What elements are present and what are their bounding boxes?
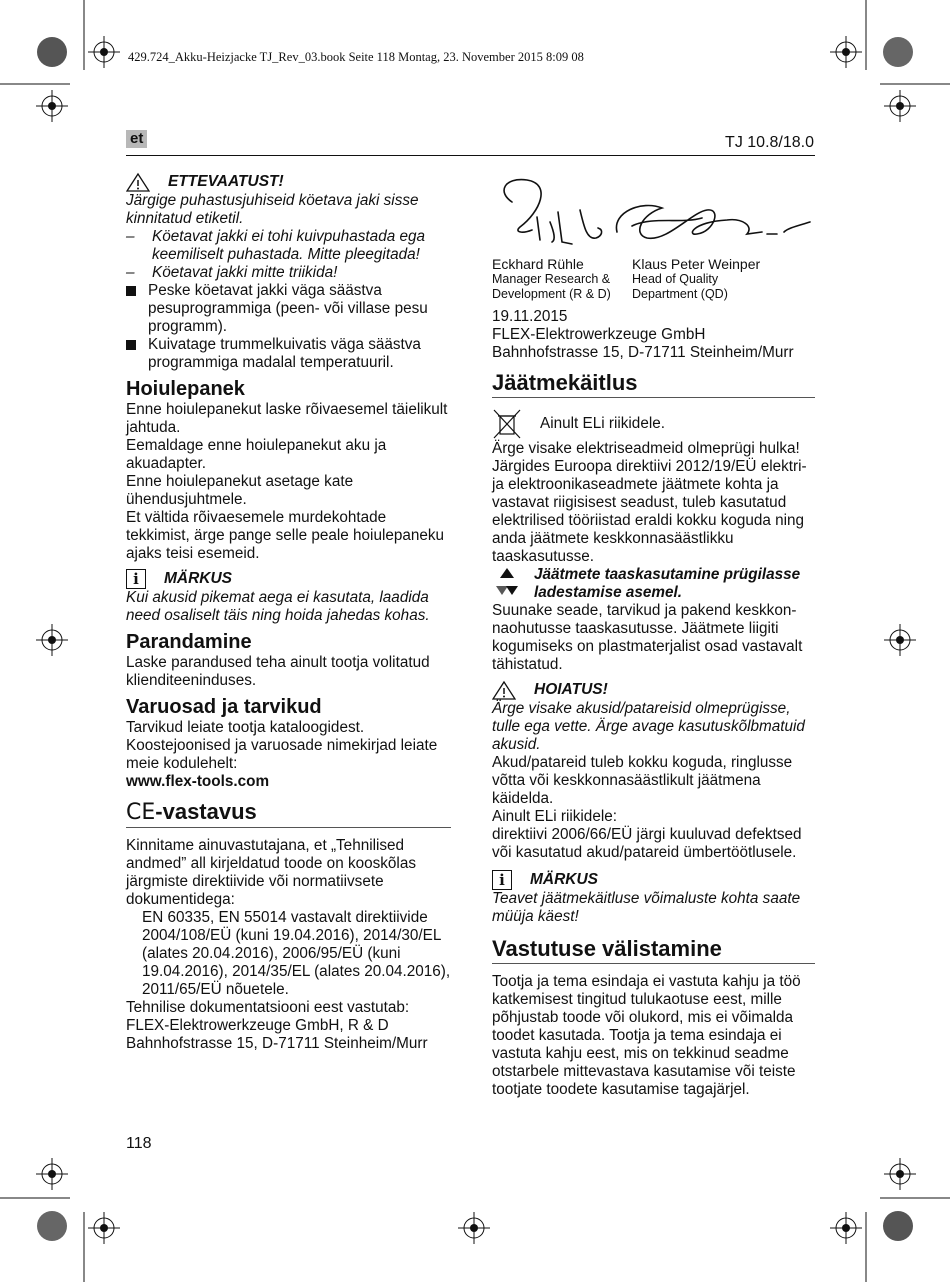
ce-docs-line: Tehnilise dokumentatsiooni eest vastutab: (126, 999, 410, 1016)
model-label: TJ 10.8/18.0 (725, 134, 814, 151)
caution-intro: Järgige puhastusjuhiseid köetava jaki sisse kinnitatud etiketil. (126, 192, 419, 227)
ce-docs-line: Bahnhofstrasse 15, D-71711 Steinheim/Murr (126, 1035, 428, 1052)
repair-text: Laske parandused teha ainult tootja volitatud klienditeeninduses. (126, 654, 430, 689)
section-title-liability: Vastutuse välistamine (492, 936, 815, 964)
caution-label-row (126, 172, 451, 192)
note-text: Kui akusid pikemat aega ei kasutata, laadida need osaliselt täis ning hoida jahedas kohas. (126, 589, 430, 624)
list-item: Kuivatage trummelkuivatis väga säästva programmiga madalal temperatuuril. (126, 336, 451, 372)
warning-triangle-icon (126, 172, 150, 192)
signatory: Eckhard Rühle Manager Research & Development (R & D) (492, 256, 611, 301)
signatures (492, 172, 815, 257)
liability-text: Tootja ja tema esindaja ei vastuta kahju ja töö katkemisest tingitud tulukaotuse eest, mille põhjustab toode või olukord, mis ei võimalda toodet kasutada. Tootja ja tema esindaja ei vastuta kahju eest, mis on tekkinud seadme otstarbele mittevastava kasutamise või teiste tootjate toodete kasutamise tagajärjel. (492, 973, 801, 1098)
website-url: www.flex-tools.com (126, 773, 270, 790)
list-item: – Köetavat jakki ei tohi kuivpuhastada ega keemiliselt puhastada. Mitte pleegitada! (126, 228, 425, 263)
disposal-text: Ärge visake elektriseadmeid olmeprügi hulka! Järgides Euroopa direktiivi 2012/19/EÜ elektri- ja elektroonikaseadmete jäätmete kohta ja vastavat riigisisest seadust, tuleb kasutatud elektrilised tööriistad eraldi kokku koguda ning anda jäätmete keskkonnasäästlikku taaskasutusse. (492, 440, 807, 565)
storage-paragraph: Et vältida rõivaesemele murdekohtade tekkimist, ärge pange selle peale hoiulepaneku ajaks teisi esemeid. (126, 509, 445, 562)
ce-docs-line: FLEX-Elektrowerkzeuge GmbH, R & D (126, 1017, 389, 1034)
left-column (126, 172, 451, 1053)
header-divider (126, 155, 815, 156)
recycle-label: Jäätmete taaskasutamine prügilasse ladestamise asemel. (534, 566, 801, 601)
note-text: Teavet jäätmekäitluse võimaluste kohta saate müüja käest! (492, 890, 801, 925)
eu-only-label: Ainult ELi riikidele. (540, 415, 665, 432)
ce-standards: EN 60335, EN 55014 vastavalt direktiivide 2004/108/EÜ (kuni 19.04.2016), 2014/30/EL (alates 20.04.2016), 2006/95/EÜ (kuni 19.04.2016), 2014/35/EL (alates 20.04.2016), 2011/65/EÜ nõuetele. (142, 909, 451, 998)
note-label-row (492, 870, 815, 890)
signatory-names (492, 257, 815, 302)
warning-label-row (492, 680, 815, 700)
bullet-square-icon (126, 340, 136, 350)
note-label: MÄRKUS (530, 871, 599, 888)
handwritten-signatures (492, 172, 815, 257)
section-title-disposal: Jäätmekäitlus (492, 370, 815, 398)
company-name: FLEX-Elektrowerkzeuge GmbH (492, 326, 706, 343)
warning-label: HOIATUS! (534, 681, 608, 698)
eu-only-label: Ainult ELi riikidele: (492, 808, 617, 825)
storage-paragraph: Eemaldage enne hoiulepanekut aku ja akuadapter. (126, 437, 387, 472)
section-title-repair: Parandamine (126, 631, 252, 653)
print-info-line: 429.724_Akku-Heizjacke TJ_Rev_03.book Seite 118 Montag, 23. November 2015 8:09 08 (128, 50, 584, 64)
recycle-text: Suunake seade, tarvikud ja pakend keskkonnaohutusse taaskasutusse. Jäätmete liigiti kogumiseks on plastmaterjalist osad vastavalt tähistatud. (492, 602, 803, 673)
signatory: Klaus Peter Weinper Head of Quality Department (QD) (632, 256, 761, 301)
warning-text: Ärge visake akusid/patareisid olmeprügisse, tulle ega vette. Ärge avage kasutuskõlbmatuid akusid. (492, 700, 805, 753)
crossed-bin-icon (492, 408, 522, 440)
spares-text: Tarvikud leiate tootja kataloogidest. Koostejoonised ja varuosade nimekirjad leiate meie kodulehelt: (126, 719, 438, 772)
bullet-square-icon (126, 286, 136, 296)
section-title-ce: CE-vastavus (126, 799, 451, 828)
info-icon: i (492, 870, 512, 890)
note-label: MÄRKUS (164, 570, 233, 587)
list-item: – Köetavat jakki mitte triikida! (126, 264, 338, 281)
battery-text: Akud/patareid tuleb kokku koguda, ringlusse võtta või keskkonnasäästlikult jäätmena käidelda. (492, 754, 793, 807)
declaration-date: 19.11.2015 (492, 308, 568, 325)
info-icon: i (126, 569, 146, 589)
page-number: 118 (126, 1135, 152, 1152)
language-tag: et (126, 130, 147, 148)
recycle-row (492, 566, 815, 602)
storage-paragraph: Enne hoiulepanekut laske rõivaesemel täielikult jahtuda. (126, 401, 448, 436)
weee-row (492, 408, 815, 440)
ce-intro: Kinnitame ainuvastutajana, et „Tehnilised andmed” all kirjeldatud toode on kooskõlas järgmiste direktiivide või normatiivsete dokumentidega: (126, 837, 416, 908)
section-title-storage: Hoiulepanek (126, 378, 245, 400)
caution-label: ETTEVAATUST! (168, 173, 284, 190)
ce-mark-logo: CE (126, 800, 156, 825)
warning-triangle-icon (492, 680, 516, 700)
right-column (492, 172, 815, 1099)
company-address: Bahnhofstrasse 15, D-71711 Steinheim/Murr (492, 344, 794, 361)
note-label-row (126, 569, 451, 589)
list-item: Peske köetavat jakki väga säästva pesuprogrammiga (peen- või villase pesu programm). (126, 282, 451, 336)
section-title-spares: Varuosad ja tarvikud (126, 696, 322, 718)
recycle-icon (492, 566, 522, 596)
battery-directive: direktiivi 2006/66/EÜ järgi kuuluvad defektsed või kasutatud akud/patareid ümbertöötlusele. (492, 826, 802, 861)
storage-paragraph: Enne hoiulepanekut asetage kate ühendusjuhtmele. (126, 473, 354, 508)
